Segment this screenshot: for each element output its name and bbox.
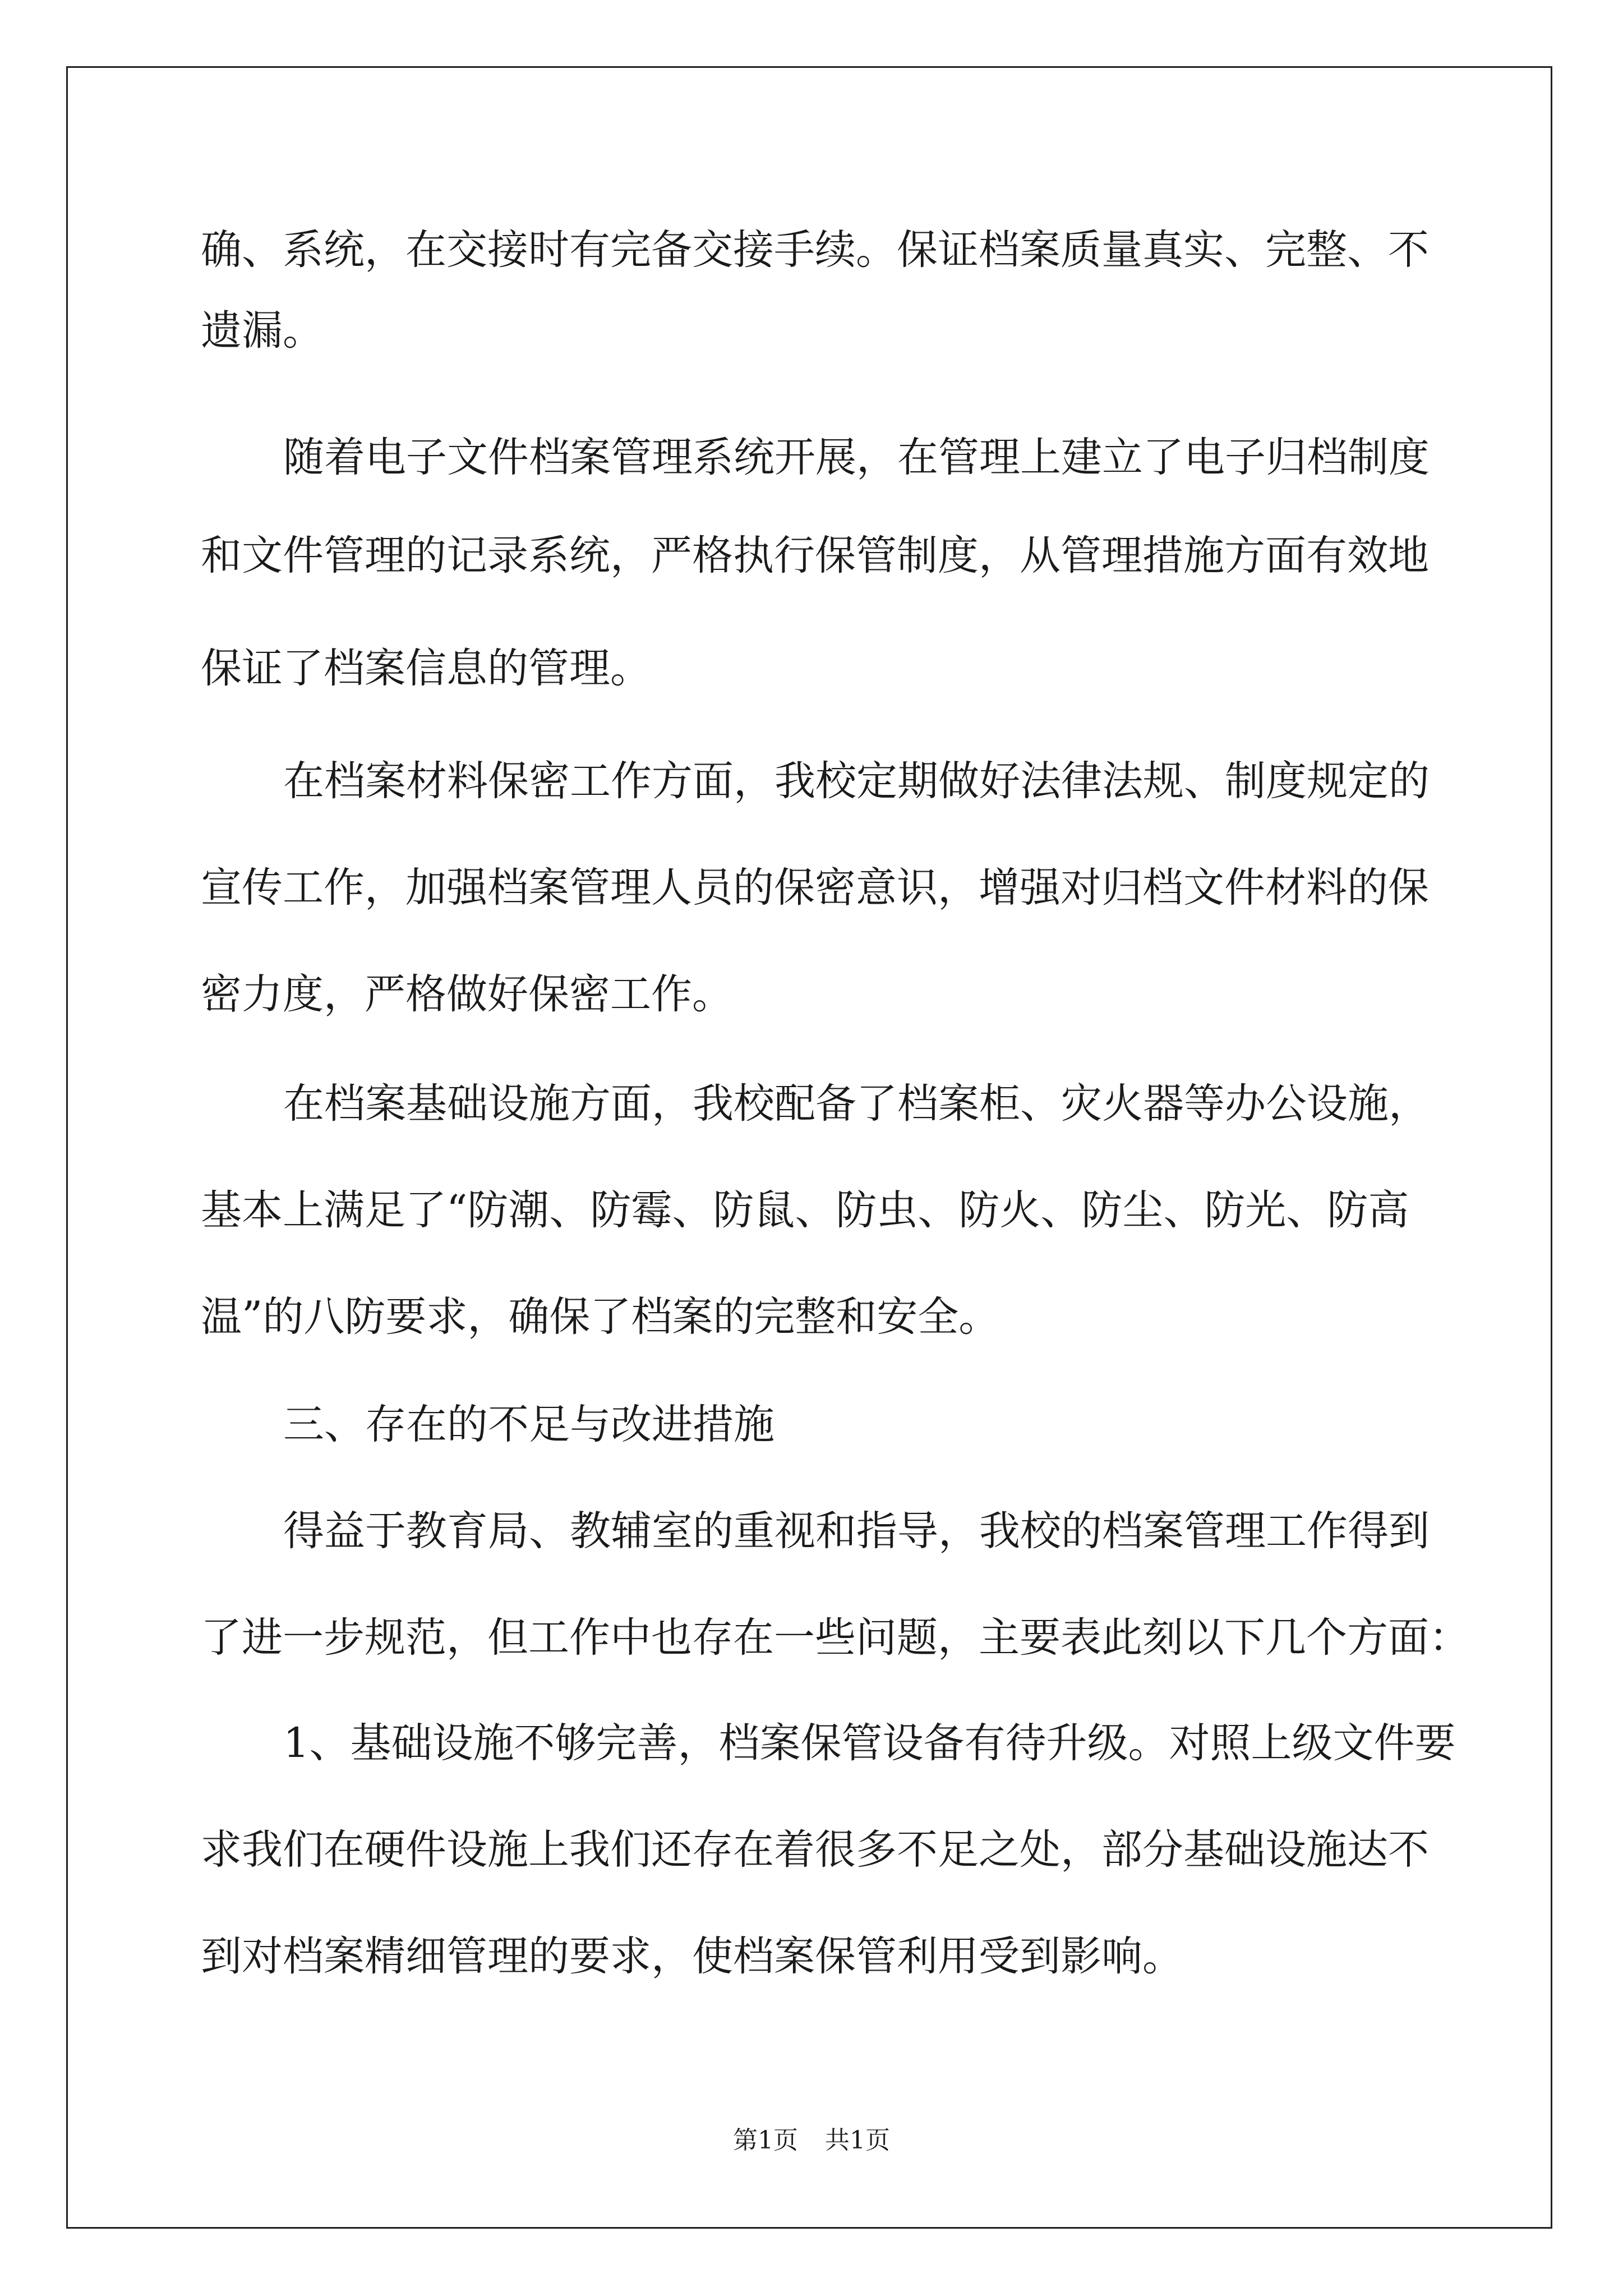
- paragraph-start-line: 在档案基础设施方面，我校配备了档案柜、灾火器等办公设施，: [283, 1080, 1430, 1128]
- text-line: 和文件管理的记录系统，严格执行保管制度，从管理措施方面有效地: [201, 532, 1429, 579]
- page-border: [66, 66, 1552, 2229]
- paragraph-start-line: 1、基础设施不够完善，档案保管设备有待升级。对照上级文件要: [283, 1719, 1456, 1767]
- paragraph-start-line: 随着电子文件档案管理系统开展，在管理上建立了电子归档制度: [283, 434, 1430, 481]
- paragraph-start-line: 得益于教育局、教辅室的重视和指导，我校的档案管理工作得到: [283, 1507, 1430, 1555]
- page-number-total: 共1页: [825, 2126, 890, 2155]
- text-line: 密力度，严格做好保密工作。: [201, 970, 733, 1018]
- text-line: 到对档案精细管理的要求，使档案保管利用受到影响。: [201, 1932, 1183, 1980]
- page-number-current: 第1页: [733, 2126, 798, 2155]
- text-line: 了进一步规范，但工作中也存在一些问题，主要表此刻以下几个方面：: [201, 1614, 1470, 1662]
- paragraph-start-line: 在档案材料保密工作方面，我校定期做好法律法规、制度规定的: [283, 757, 1430, 805]
- text-line: 宣传工作，加强档案管理人员的保密意识，增强对归档文件材料的保: [201, 864, 1429, 912]
- text-line: 确、系统，在交接时有完备交接手续。保证档案质量真实、完整、不: [201, 226, 1429, 274]
- text-line: 基本上满足了“防潮、防霉、防鼠、防虫、防火、防尘、防光、防高: [201, 1186, 1409, 1234]
- text-line: 遗漏。: [201, 307, 324, 355]
- text-line: 温”的八防要求，确保了档案的完整和安全。: [201, 1293, 1000, 1341]
- text-line: 求我们在硬件设施上我们还存在着很多不足之处，部分基础设施达不: [201, 1826, 1429, 1874]
- text-line: 保证了档案信息的管理。: [201, 645, 651, 692]
- section-heading: 三、存在的不足与改进措施: [283, 1401, 774, 1448]
- page-footer: [0, 2125, 1623, 2156]
